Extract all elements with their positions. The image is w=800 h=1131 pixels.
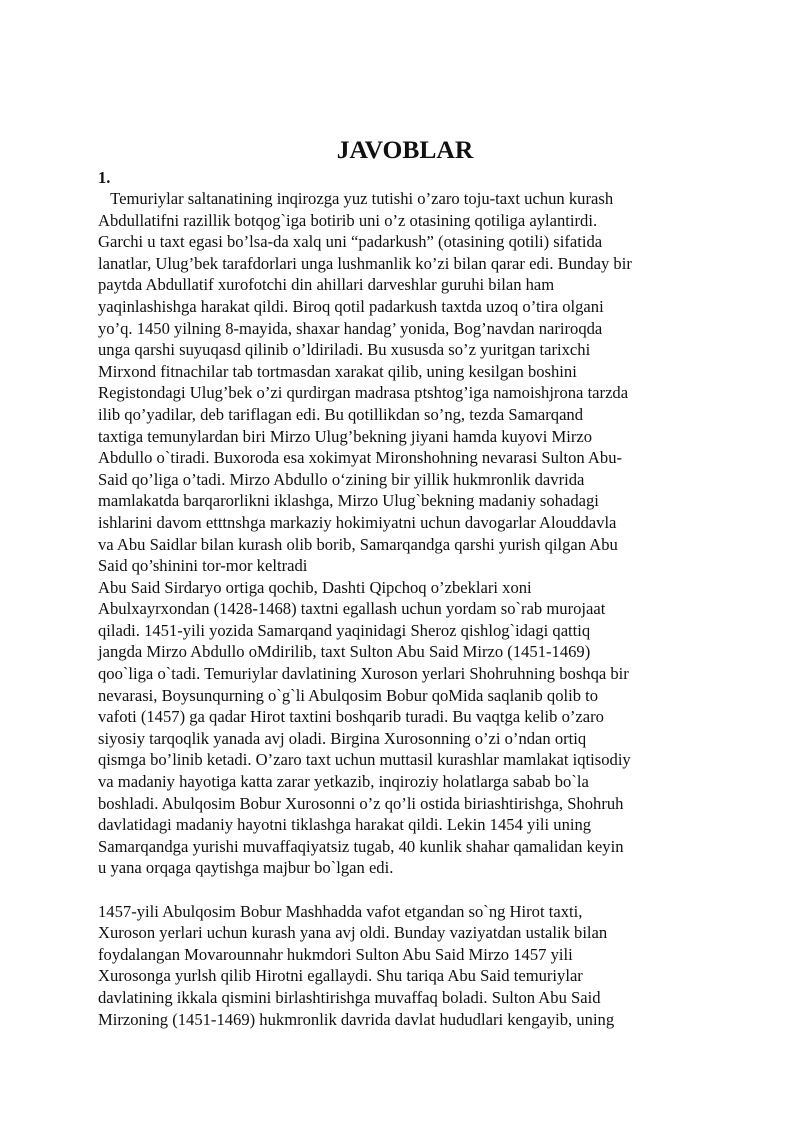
text-line: jangda Mirzo Abdullo oMdirilib, taxt Sulton Abu Said Mirzo (1451-1469) (98, 642, 591, 662)
text-line: foydalangan Movarounnahr hukmdori Sulton Abu Said Mirzo 1457 yili (98, 944, 573, 964)
text-line: nevarasi, Boysunqurning o`g`li Abulqosim Bobur qoMida saqlanib qolib to (98, 685, 599, 705)
text-line: Abulxayrxondan (1428-1468) taxtni egallash uchun yordam so`rab murojaat (98, 599, 606, 619)
answer-body (98, 188, 708, 1030)
text-line: Abu Said Sirdaryo ortiga qochib, Dashti Qipchoq o’zbeklari xoni (98, 577, 532, 597)
text-line: yaqinlashishga harakat qildi. Biroq qotil padarkush taxtda uzoq o’tira olgani (98, 296, 604, 316)
text-line: yo’q. 1450 yilning 8-mayida, shaxar handag’ yonida, Bog’navdan nariroqda (98, 318, 603, 338)
text-line: lanatlar, Ulug’bek tarafdorlari unga lushmanlik ko’zi bilan qarar edi. Bunday bir (98, 253, 632, 273)
text-line: Abdullatifni razillik botqog`iga botirib uni o’z otasining qotiliga aylantirdi. (98, 210, 598, 230)
text-line: davlatining ikkala qismini birlashtirishga muvaffaq boladi. Sulton Abu Said (98, 987, 601, 1007)
text-line: Xuroson yerlari uchun kurash yana avj oldi. Bunday vaziyatdan ustalik bilan (98, 923, 608, 943)
paragraph (98, 901, 708, 1031)
text-line: Mirzoning (1451-1469) hukmronlik davrida davlat hududlari kengayib, uning (98, 1009, 615, 1029)
text-line: taxtiga temunylardan biri Mirzo Ulug’bekning jiyani hamda kuyovi Mirzo (98, 426, 593, 446)
text-line: qoo`liga o`tadi. Temuriylar davlatining Xuroson yerlari Shohruhning boshqa bir (98, 664, 629, 684)
text-line: mamlakatda barqarorlikni iklashga, Mirzo Ulug`bekning madaniy sohadagi (98, 491, 599, 511)
text-line: va madaniy hayotiga katta zarar yetkazib, inqiroziy holatlarga sabab bo`la (98, 772, 589, 792)
text-line: va Abu Saidlar bilan kurash olib borib, Samarqandga qarshi yurish qilgan Abu (98, 534, 618, 554)
text-line: qiladi. 1451-yili yozida Samarqand yaqinidagi Sheroz qishlog`idagi qattiq (98, 620, 591, 640)
text-line: vafoti (1457) ga qadar Hirot taxtini boshqarib turadi. Bu vaqtga kelib o’zaro (98, 707, 604, 727)
text-line: unga qarshi suyuqasd qilinib o’ldiriladi. Bu xususda so’z yuritgan tarixchi (98, 340, 591, 360)
page-title: JAVOBLAR (336, 135, 474, 164)
text-line: boshladi. Abulqosim Bobur Xurosonni o’z qo’li ostida biriashtirishga, Shohruh (98, 793, 624, 813)
text-line: Said qo’shinini tor-mor keltradi (98, 556, 308, 576)
text-line: Temuriylar saltanatining inqirozga yuz tutishi o’zaro toju-taxt uchun kurash (98, 189, 614, 208)
paragraph-gap (98, 879, 708, 901)
document-page (98, 133, 708, 1030)
text-line: 1457-yili Abulqosim Bobur Mashhadda vafot etgandan so`ng Hirot taxti, (98, 901, 583, 921)
text-line: Mirxond fitnachilar tab tortmasdan xarakat qilib, uning kesilgan boshini (98, 361, 577, 381)
paragraph (98, 577, 708, 879)
paragraph (98, 188, 708, 577)
question-number: 1. (98, 168, 111, 187)
text-line: Samarqandga yurishi muvaffaqiyatsiz tugab, 40 kunlik shahar qamalidan keyin (98, 836, 624, 856)
text-line: davlatidagi madaniy hayotni tiklashga harakat qildi. Lekin 1454 yili uning (98, 815, 592, 835)
text-line: Garchi u taxt egasi bo’lsa-da xalq uni “padarkush” (otasining qotili) sifatida (98, 232, 603, 252)
text-line: Registondagi Ulug’bek o’zi qurdirgan madrasa ptshtog’iga namoishjrona tarzda (98, 383, 629, 403)
text-line: ishlarini davom etttnshga markaziy hokimiyatni uchun davogarlar Alouddavla (98, 512, 617, 532)
text-line: Abdullo o`tiradi. Buxoroda esa xokimyat Mironshohning nevarasi Sulton Abu- (98, 448, 623, 468)
text-line: ilib qo’yadilar, deb tariflagan edi. Bu qotillikdan so’ng, tezda Samarqand (98, 404, 584, 424)
text-line: siyosiy tarqoqlik yanada avj oladi. Birgina Xurosonning o’zi o’ndan ortiq (98, 728, 587, 748)
text-line: u yana orqaga qaytishga majbur bo`lgan edi. (98, 858, 394, 878)
text-line: Said qo’liga o’tadi. Mirzo Abdullo o‘zining bir yillik hukmronlik davrida (98, 469, 585, 489)
text-line: Xurosonga yurlsh qilib Hirotni egallaydi. Shu tariqa Abu Said temuriylar (98, 966, 583, 986)
text-line: paytda Abdullatif xurofotchi din ahillari darveshlar guruhi bilan ham (98, 275, 555, 295)
text-line: qismga bo’linib ketadi. O’zaro taxt uchun muttasil kurashlar mamlakat iqtisodiy (98, 750, 631, 770)
